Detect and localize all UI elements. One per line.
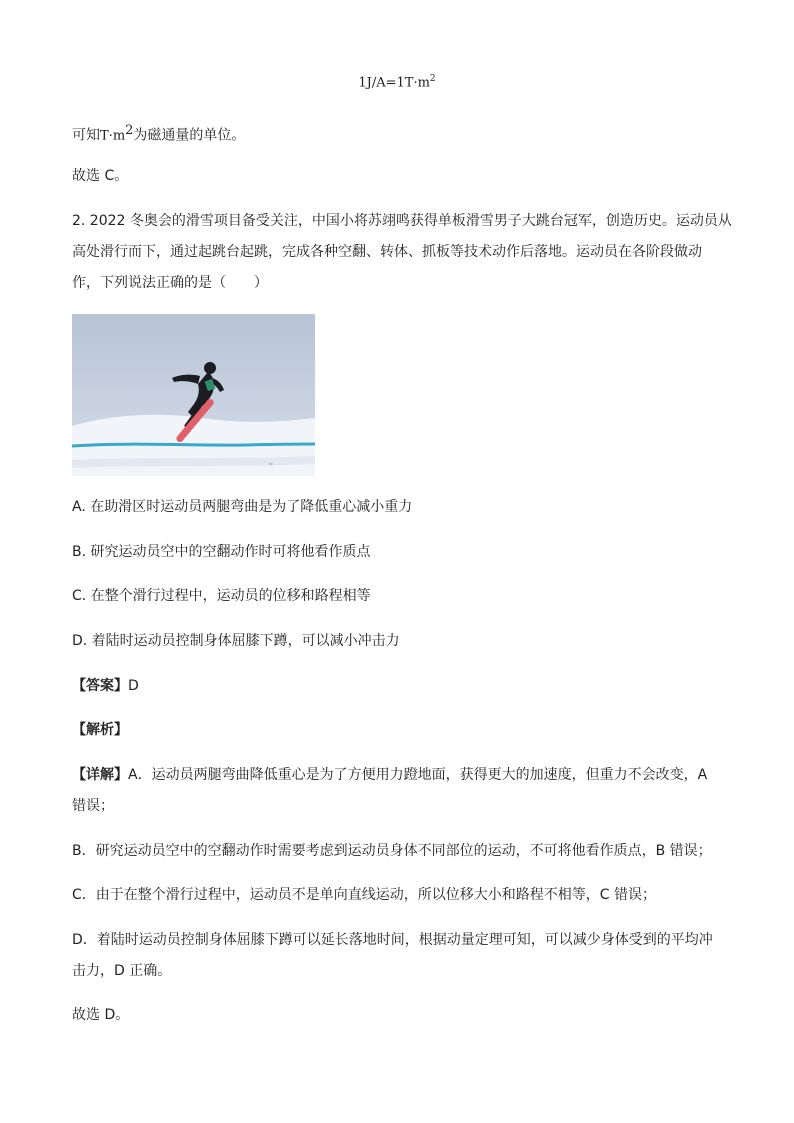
choice-c-line: 故选 C。	[72, 168, 129, 184]
answer-line	[72, 676, 139, 696]
unit-exponent: 2	[125, 123, 134, 138]
question-line-1: 2. 2022 冬奥会的滑雪项目备受关注，中国小将苏翊鸣获得单板滑雪男子大跳台冠军，创造历史。运动员从	[72, 213, 732, 229]
formula-left: 1J/A=1T	[358, 75, 414, 91]
detail-a-line-2: 错误；	[72, 798, 114, 814]
answer-label: 【答案】	[72, 678, 128, 694]
course-line	[72, 444, 315, 446]
conclusion-prefix: 可知	[72, 127, 100, 144]
snowboarder-photo	[72, 314, 315, 476]
detail-a-line-1	[72, 765, 707, 785]
formula-m: m	[417, 75, 430, 91]
unit-dot: ·	[108, 128, 113, 144]
detail-label: 【详解】	[72, 767, 128, 783]
final-answer: 故选 D。	[72, 1007, 130, 1023]
option-a: A. 在助滑区时运动员两腿弯曲是为了降低重心减小重力	[72, 499, 413, 515]
option-b: B. 研究运动员空中的空翻动作时可将他看作质点	[72, 544, 371, 560]
detail-d-line-1: D．着陆时运动员控制身体屈膝下蹲可以延长落地时间，根据动量定理可知，可以减少身体受到的平均冲	[72, 932, 713, 948]
formula-line	[0, 74, 794, 90]
option-d: D. 着陆时运动员控制身体屈膝下蹲，可以减小冲击力	[72, 633, 400, 649]
question-line-3: 作，下列说法正确的是（ ）	[72, 275, 268, 291]
unit-m: m	[112, 128, 126, 144]
conclusion-suffix: 为磁通量的单位。	[133, 127, 246, 144]
detail-c: C．由于在整个滑行过程中，运动员不是单向直线运动，所以位移大小和路程不相等，C 错误；	[72, 887, 656, 903]
option-c: C. 在整个滑行过程中，运动员的位移和路程相等	[72, 588, 371, 604]
analysis-label: 【解析】	[72, 722, 128, 738]
formula-dot: ·	[413, 75, 418, 91]
detail-a-text: A．运动员两腿弯曲降低重心是为了方便用力蹬地面，获得更大的加速度，但重力不会改变，A	[128, 767, 708, 783]
question-line-2: 高处滑行而下，通过起跳台起跳，完成各种空翻、转体、抓板等技术动作后落地。运动员在各阶段做动	[72, 244, 702, 260]
answer-value: D	[128, 678, 139, 694]
detail-b: B．研究运动员空中的空翻动作时需要考虑到运动员身体不同部位的运动，不可将他看作质点，B 错误；	[72, 843, 712, 859]
svg-text:≈: ≈	[268, 461, 274, 468]
unit-t: T	[100, 128, 109, 144]
detail-d-line-2: 击力，D 正确。	[72, 963, 172, 979]
conclusion-line	[72, 121, 245, 147]
formula-exponent: 2	[429, 74, 436, 84]
